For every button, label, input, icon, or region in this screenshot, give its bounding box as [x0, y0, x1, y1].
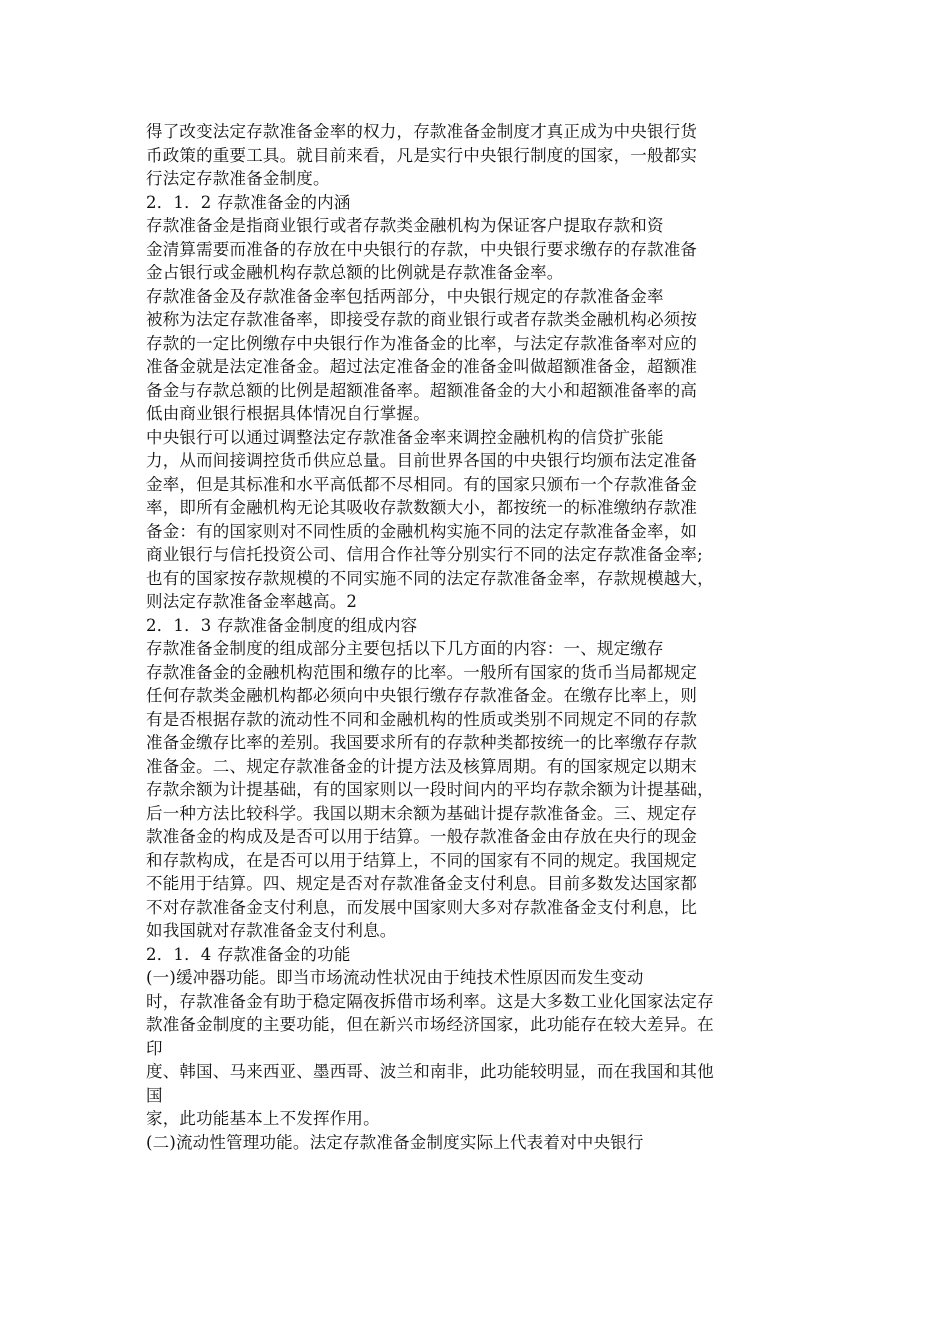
text-line: 中央银行可以通过调整法定存款准备金率来调控金融机构的信贷扩张能: [146, 427, 664, 447]
text-line: 备金与存款总额的比例是超额准备率。超额准备金的大小和超额准备率的高: [146, 380, 698, 400]
text-line: 度、韩国、马来西亚、墨西哥、波兰和南非，此功能较明显，而在我国和其他: [146, 1062, 714, 1081]
text-line: 低由商业银行根据具体情况自行掌握。: [146, 404, 430, 423]
text-line: (二)流动性管理功能。法定存款准备金制度实际上代表着对中央银行: [146, 1132, 644, 1152]
section-heading: 2．1．2 存款准备金的内涵: [146, 192, 351, 212]
text-line: 有是否根据存款的流动性不同和金融机构的性质或类别不同规定不同的存款: [146, 709, 698, 729]
text-line: 准备金缴存比率的差别。我国要求所有的存款种类都按统一的比率缴存存款: [146, 733, 698, 752]
text-line: 时，存款准备金有助于稳定隔夜拆借市场利率。这是大多数工业化国家法定存: [146, 991, 714, 1011]
text-line: 备金：有的国家则对不同性质的金融机构实施不同的法定存款准备金率，如: [146, 521, 698, 541]
text-line: 金清算需要而准备的存放在中央银行的存款，中央银行要求缴存的存款准备: [146, 239, 698, 259]
text-line: 金占银行或金融机构存款总额的比例就是存款准备金率。: [146, 263, 564, 282]
text-line: 币政策的重要工具。就目前来看，凡是实行中央银行制度的国家，一般都实: [146, 145, 698, 165]
text-line: 则法定存款准备金率越高。2: [146, 592, 358, 611]
text-line: 国: [146, 1085, 163, 1105]
text-line: 后一种方法比较科学。我国以期末余额为基础计提存款准备金。三、规定存: [146, 803, 698, 823]
section-heading: 2．1．3 存款准备金制度的组成内容: [146, 615, 418, 635]
text-line: 款准备金的构成及是否可以用于结算。一般存款准备金由存放在央行的现金: [146, 827, 698, 846]
text-line: 和存款构成，在是否可以用于结算上，不同的国家有不同的规定。我国规定: [146, 850, 698, 870]
text-line: 存款准备金及存款准备金率包括两部分，中央银行规定的存款准备金率: [146, 286, 664, 306]
section-heading: 2．1．4 存款准备金的功能: [146, 944, 351, 964]
text-line: 商业银行与信托投资公司、信用合作社等分别实行不同的法定存款准备金率;: [146, 545, 703, 564]
text-line: 不对存款准备金支付利息，而发展中国家则大多对存款准备金支付利息，比: [146, 897, 698, 917]
text-line: 准备金。二、规定存款准备金的计提方法及核算周期。有的国家规定以期末: [146, 756, 698, 776]
text-line: (一)缓冲器功能。即当市场流动性状况由于纯技术性原因而发生变动: [146, 968, 644, 987]
text-line: 存款准备金是指商业银行或者存款类金融机构为保证客户提取存款和资: [146, 216, 664, 235]
text-line: 任何存款类金融机构都必须向中央银行缴存存款准备金。在缴存比率上，则: [146, 686, 698, 705]
text-line: 被称为法定存款准备率，即接受存款的商业银行或者存款类金融机构必须按: [146, 310, 698, 329]
text-line: 行法定存款准备金制度。: [146, 169, 330, 188]
text-line: 家，此功能基本上不发挥作用。: [146, 1109, 380, 1128]
text-line: 不能用于结算。四、规定是否对存款准备金支付利息。目前多数发达国家都: [146, 874, 698, 893]
text-line: 准备金就是法定准备金。超过法定准备金的准备金叫做超额准备金，超额准: [146, 357, 698, 376]
text-line: 印: [146, 1038, 163, 1058]
text-line: 存款准备金制度的组成部分主要包括以下几方面的内容：一、规定缴存: [146, 639, 664, 658]
text-line: 得了改变法定存款准备金率的权力，存款准备金制度才真正成为中央银行货: [146, 122, 698, 141]
text-line: 率，即所有金融机构无论其吸收存款数额大小，都按统一的标准缴纳存款准: [146, 498, 698, 517]
text-line: 也有的国家按存款规模的不同实施不同的法定存款准备金率，存款规模越大，: [146, 568, 714, 588]
text-line: 存款余额为计提基础，有的国家则以一段时间内的平均存款余额为计提基础，: [146, 780, 714, 799]
document-body: [146, 120, 806, 1154]
text-line: 款准备金制度的主要功能，但在新兴市场经济国家，此功能存在较大差异。在: [146, 1015, 714, 1034]
text-line: 存款的一定比例缴存中央银行作为准备金的比率，与法定存款准备率对应的: [146, 333, 698, 353]
text-line: 存款准备金的金融机构范围和缴存的比率。一般所有国家的货币当局都规定: [146, 662, 698, 682]
text-line: 力，从而间接调控货币供应总量。目前世界各国的中央银行均颁布法定准备: [146, 451, 698, 470]
text-line: 金率，但是其标准和水平高低都不尽相同。有的国家只颁布一个存款准备金: [146, 474, 698, 494]
text-line: 如我国就对存款准备金支付利息。: [146, 921, 397, 940]
